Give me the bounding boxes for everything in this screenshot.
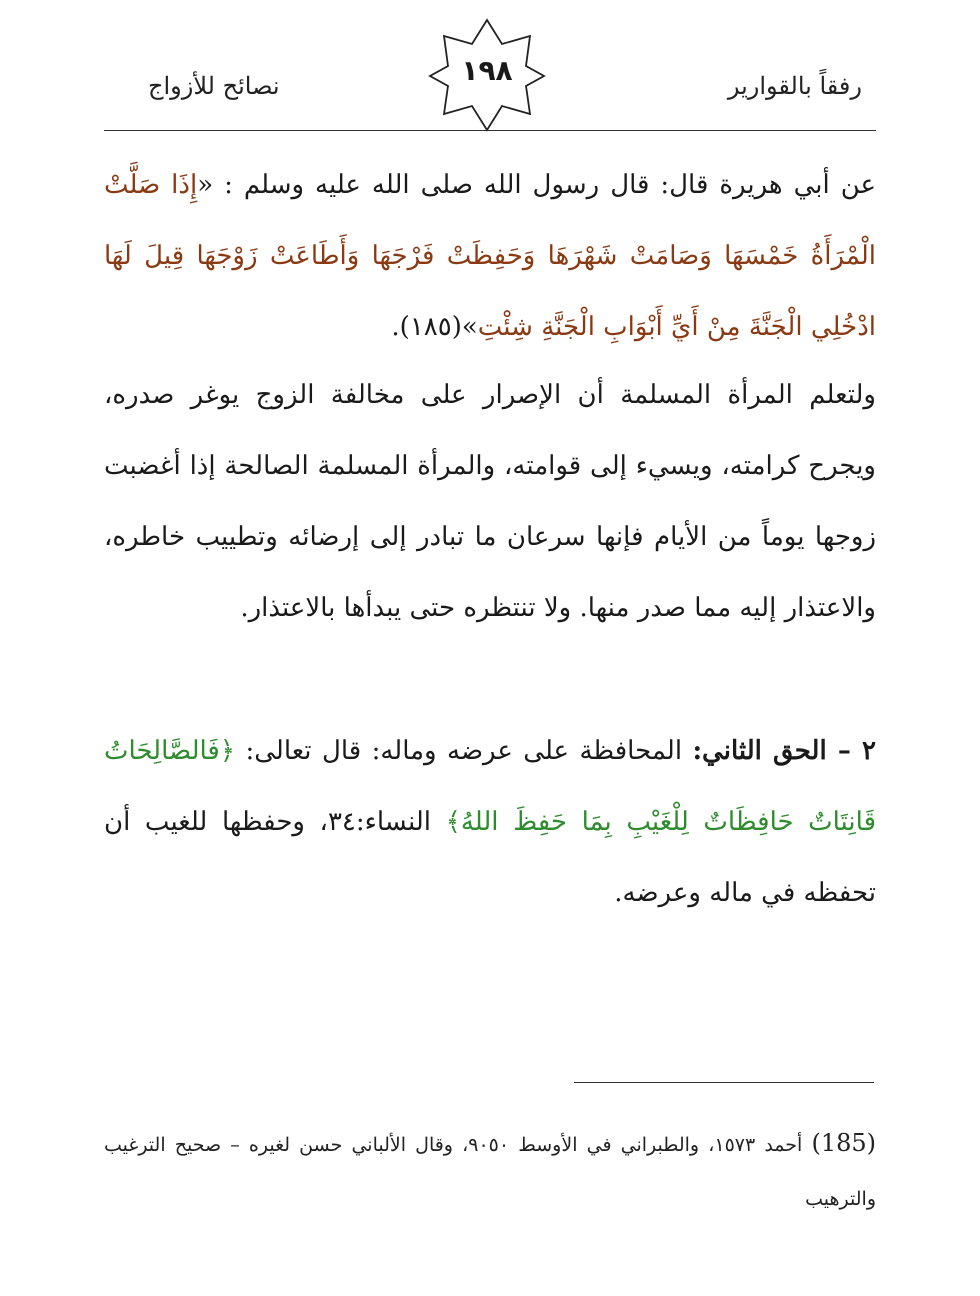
header-book-title: رفقاً بالقوارير <box>727 72 862 100</box>
second-right-paragraph <box>104 716 876 929</box>
footnote <box>104 1116 876 1226</box>
page-number-badge <box>426 14 548 134</box>
footnote-divider <box>574 1082 874 1083</box>
page-number: ١٩٨ <box>461 54 513 87</box>
footnote-text: أحمد ١٥٧٣، والطبراني في الأوسط ٩٠٥٠، وقال الألباني حسن لغيره – صحيح الترغيب والترهيب <box>104 1134 876 1210</box>
hadith-close: »(١٨٥). <box>391 312 478 342</box>
section-intro: المحافظة على عرضه وماله: قال تعالى: <box>235 736 693 766</box>
header-divider <box>104 130 876 131</box>
section-label: ٢ – الحق الثاني: <box>692 736 877 766</box>
hadith-paragraph <box>104 150 876 363</box>
hadith-intro: عن أبي هريرة قال: قال رسول الله صلى الله عليه وسلم : « <box>197 170 876 200</box>
footnote-number: (185) <box>811 1129 877 1157</box>
hadith-text: إِذَا صَلَّتْ الْمْرَأَةُ خَمْسَهَا وَصَامَتْ شَهْرَهَا وَحَفِظَتْ فَرْجَهَا وَأَطَاعَتْ زَوْجَهَا قِيلَ لَهَا ادْخُلِي الْجَنَّةَ مِنْ أَيِّ أَبْوَابِ الْجَنَّةِ شِئْتِ <box>104 170 876 342</box>
header-chapter-title: نصائح للأزواج <box>148 72 280 100</box>
body-paragraph: ولتعلم المرأة المسلمة أن الإصرار على مخالفة الزوج يوغر صدره، ويجرح كرامته، ويسيء إلى قوامته، والمرأة المسلمة الصالحة إذا أغضبت زوجها يوماً من الأيام فإنها سرعان ما تبادر إلى إرضائه وتطييب خاطره، والاعتذار إليه مما صدر منها. ولا تنتظره حتى يبدأها بالاعتذار. <box>104 380 876 623</box>
verse-reference: النساء:٣٤، وحفظها للغيب أن تحفظه في ماله وعرضه. <box>104 807 876 908</box>
quran-verse: ﴿فَالصَّالِحَاتُ قَانِتَاتٌ حَافِظَاتٌ لِلْغَيْبِ بِمَا حَفِظَ اللهُ﴾ <box>104 736 876 837</box>
